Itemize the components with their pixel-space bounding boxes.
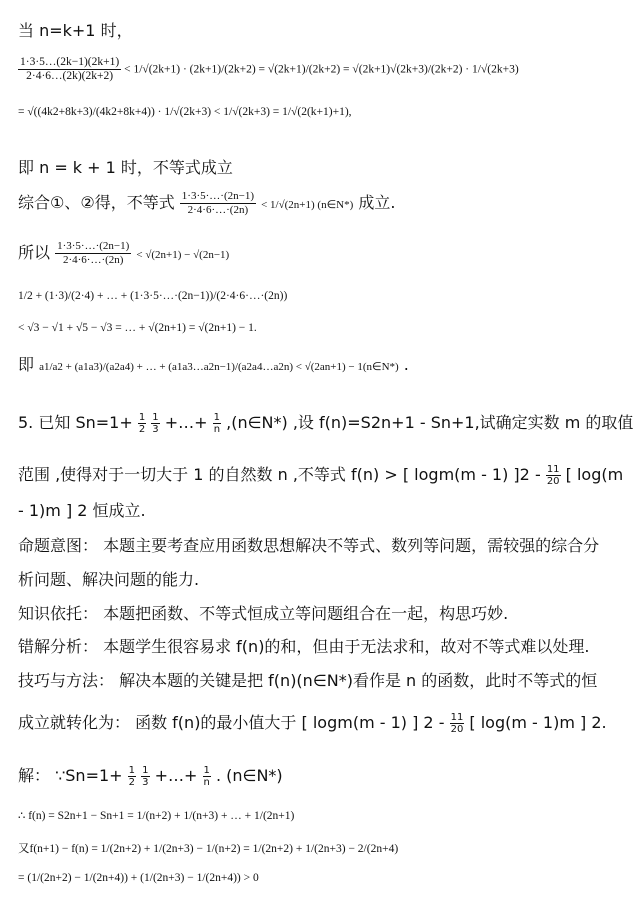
question-text: +…+: [164, 413, 208, 432]
question-text: [ log(m: [565, 465, 624, 484]
that-is-formula: a1/a2 + (a1a3)/(a2a4) + … + (a1a3…a2n−1)/(a2a4…a2n) < √(2an+1) − 1(n∈N*): [39, 361, 399, 373]
formula-fraction: [18, 56, 121, 83]
denominator: 20: [450, 724, 464, 735]
frac-eleven-twentieths: [450, 712, 465, 735]
fraction-numerator: 1·3·5·…·(2n−1): [181, 190, 254, 203]
frac-one-third: [151, 412, 159, 435]
denominator: 3: [142, 777, 149, 788]
fraction-numerator: 1·3·5·…·(2n−1): [57, 240, 130, 253]
denominator: 2: [128, 777, 136, 788]
numerator: 1: [213, 412, 221, 423]
conclusion-fraction: [180, 190, 256, 216]
question-text: ,(n∈N*) ,设 f(n)=S2n+1 - Sn+1,试确定实数 m 的取值: [226, 413, 634, 432]
technique-text: [ log(m - 1)m ] 2.: [469, 713, 607, 732]
para-technique: 技巧与方法： 解决本题的关键是把 f(n)(n∈N*)看作是 n 的函数，此时不等式的恒: [18, 671, 598, 690]
formula-f-definition: ∴ f(n) = S2n+1 − Sn+1 = 1/(n+2) + 1/(n+3) + … + 1/(2n+1): [18, 810, 295, 822]
frac-one-n: [213, 412, 221, 435]
numerator: 11: [450, 712, 464, 723]
numerator: 11: [546, 464, 560, 475]
frac-one-half: [128, 765, 136, 788]
formula-f-positive: = (1/(2n+2) − 1/(2n+4)) + (1/(2n+3) − 1/(2n+4)) > 0: [18, 872, 259, 884]
line-conclusion: [18, 190, 395, 217]
formula-f-difference: 又f(n+1) − f(n) = 1/(2n+2) + 1/(2n+3) − 1/(n+2) = 1/(2n+2) + 1/(2n+3) − 2/(2n+4): [18, 843, 399, 855]
line-therefore: [18, 240, 229, 267]
frac-one-n: [203, 765, 211, 788]
that-is-end: .: [403, 355, 409, 374]
denominator: 3: [152, 424, 159, 435]
numerator: 1: [128, 765, 136, 776]
formula-sum-line: 1/2 + (1·3)/(2·4) + … + (1·3·5·…·(2n−1))/(2·4·6·…·(2n)): [18, 290, 288, 302]
fraction-denominator: 2·4·6…(2k)(2k+2): [26, 70, 114, 83]
frac-one-half: [138, 412, 146, 435]
therefore-fraction: [55, 240, 131, 266]
para-intent: 命题意图： 本题主要考查应用函数思想解决不等式、数列等问题，需较强的综合分: [18, 536, 600, 555]
question-5-line-3: - 1)m ] 2 恒成立.: [18, 501, 146, 520]
conclusion-text: 综合①、②得，不等式: [18, 193, 175, 212]
line-inequality-holds: 即 n = k + 1 时，不等式成立: [18, 158, 233, 177]
therefore-bound: < √(2n+1) − √(2n−1): [136, 249, 230, 261]
frac-one-third: [141, 765, 149, 788]
numerator: 1: [152, 412, 159, 423]
question-5-line-1: [18, 410, 633, 435]
formula-continuation: < 1/√(2k+1) · (2k+1)/(2k+2) = √(2k+1)/(2k+2) = √(2k+1)√(2k+3)/(2k+2) · 1/√(2k+3): [124, 63, 519, 76]
para-technique-cont: [18, 710, 607, 735]
technique-text: 成立就转化为： 函数 f(n)的最小值大于 [ logm(m - 1) ] 2 -: [18, 713, 445, 732]
line-when-n-k1: 当 n=k+1 时，: [18, 21, 133, 40]
para-knowledge: 知识依托： 本题把函数、不等式恒成立等问题组合在一起，构思巧妙.: [18, 604, 509, 623]
numerator: 1: [138, 412, 146, 423]
denominator: n: [203, 777, 210, 788]
question-5-line-2: [18, 462, 623, 487]
denominator: 20: [546, 476, 560, 487]
formula-line-2: [18, 56, 519, 83]
formula-telescoping-line: < √3 − √1 + √5 − √3 = … + √(2n+1) = √(2n+1) − 1.: [18, 322, 257, 334]
solution-text: +…+: [154, 766, 198, 785]
para-error-analysis: 错解分析： 本题学生很容易求 f(n)的和，但由于无法求和，故对不等式难以处理.: [18, 637, 590, 656]
denominator: 2: [138, 424, 146, 435]
para-intent-cont: 析问题、解决问题的能力.: [18, 570, 200, 589]
question-text: 范围 ,使得对于一切大于 1 的自然数 n ,不等式 f(n) > [ logm(m - 1) ]2 -: [18, 465, 541, 484]
frac-eleven-twentieths: [546, 464, 561, 487]
conclusion-end: 成立.: [358, 193, 396, 212]
solution-text: 解： ∵Sn=1+: [18, 766, 123, 785]
therefore-text: 所以: [18, 243, 51, 262]
numerator: 1: [142, 765, 149, 776]
conclusion-bound: < 1/√(2n+1) (n∈N*): [261, 199, 354, 211]
denominator: n: [213, 424, 221, 435]
numerator: 1: [203, 765, 210, 776]
solution-line: [18, 763, 283, 788]
fraction-numerator: 1·3·5…(2k−1)(2k+1): [18, 56, 121, 70]
formula-line-3: = √((4k2+8k+3)/(4k2+8k+4)) · 1/√(2k+3) < 1/√(2k+3) = 1/√(2(k+1)+1),: [18, 106, 352, 118]
fraction-denominator: 2·4·6·…·(2n): [187, 204, 249, 216]
question-text: 5. 已知 Sn=1+: [18, 413, 133, 432]
that-is-text: 即: [18, 355, 35, 374]
line-that-is: [18, 352, 409, 375]
fraction-denominator: 2·4·6·…·(2n): [62, 254, 124, 266]
solution-text: . (n∈N*): [215, 766, 283, 785]
